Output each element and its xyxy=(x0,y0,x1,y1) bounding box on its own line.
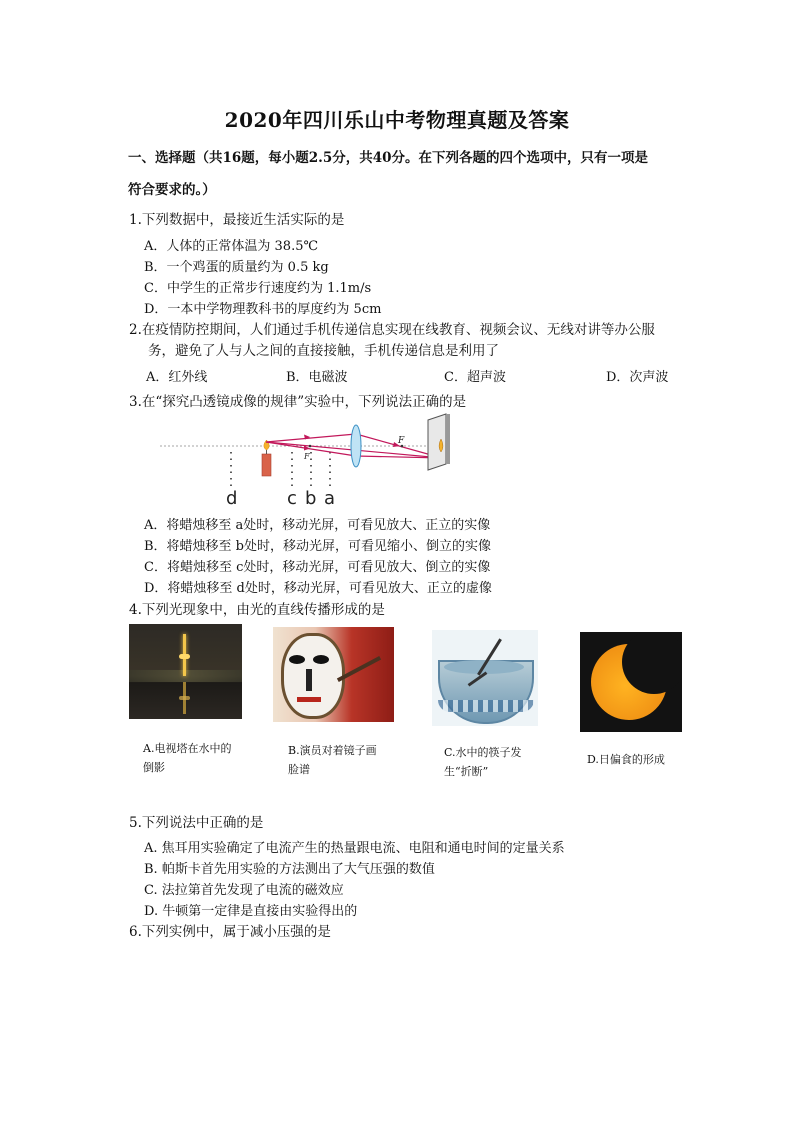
focal-label-right: F xyxy=(398,436,405,446)
q2-stem-line2: 务，避免了人与人之间的直接接触，手机传递信息是利用了 xyxy=(148,343,499,359)
q3-option-b: B．将蜡烛移至 b处时，移动光屏，可看见缩小、倒立的实像 xyxy=(144,539,492,554)
tv-tower-reflection-image xyxy=(129,624,242,719)
point-label-c: c xyxy=(287,488,297,509)
q5-option-b: B. 帕斯卡首先用实验的方法测出了大气压强的数值 xyxy=(144,862,435,877)
section-heading-line1: 一、选择题（共16题，每小题2.5分，共40分。在下列各题的四个选项中，只有一项是 xyxy=(128,150,649,166)
q3-option-c: C．将蜡烛移至 c处时，移动光屏，可看见放大、倒立的实像 xyxy=(144,560,491,575)
light-screen-edge xyxy=(446,414,450,464)
partial-solar-eclipse-image xyxy=(580,632,682,732)
q4-caption-d: D.日偏食的形成 xyxy=(587,753,665,766)
light-screen xyxy=(428,414,446,470)
q5-stem: 5.下列说法中正确的是 xyxy=(129,815,264,831)
q3-stem: 3.在“探究凸透镜成像的规律”实验中，下列说法正确的是 xyxy=(129,394,467,410)
q1-stem: 1.下列数据中，最接近生活实际的是 xyxy=(129,212,345,228)
point-label-d: d xyxy=(226,488,238,509)
lens-experiment-diagram xyxy=(160,412,470,512)
q1-option-b: B．一个鸡蛋的质量约为 0.5 kg xyxy=(144,260,329,275)
candle xyxy=(262,454,271,476)
q4-caption-a: A.电视塔在水中的倒影 xyxy=(143,742,232,774)
q5-option-a: A. 焦耳用实验确定了电流产生的热量跟电流、电阻和通电时间的定量关系 xyxy=(144,841,565,856)
convex-lens xyxy=(351,425,361,467)
q2-option-c: C．超声波 xyxy=(444,370,506,385)
focal-label-left: F xyxy=(304,452,310,461)
page-title: 2020年四川乐山中考物理真题及答案 xyxy=(224,108,570,132)
q2-stem-line1: 2.在疫情防控期间，人们通过手机传递信息实现在线教育、视频会议、无线对讲等办公服 xyxy=(129,322,655,338)
focal-point-left xyxy=(309,445,312,448)
actor-painting-face-image xyxy=(273,627,394,722)
chopstick-in-water-image xyxy=(432,630,538,726)
point-label-a: a xyxy=(324,488,336,509)
q4-caption-b: B.演员对着镜子画脸谱 xyxy=(288,744,377,776)
q5-option-c: C. 法拉第首先发现了电流的磁效应 xyxy=(144,883,344,898)
q6-stem: 6.下列实例中，属于减小压强的是 xyxy=(129,924,331,940)
q1-option-d: D．一本中学物理教科书的厚度约为 5cm xyxy=(144,302,382,317)
q2-option-a: A．红外线 xyxy=(146,370,208,385)
q3-option-a: A．将蜡烛移至 a处时，移动光屏，可看见放大、正立的实像 xyxy=(144,518,491,533)
q3-option-d: D．将蜡烛移至 d处时，移动光屏，可看见放大、正立的虚像 xyxy=(144,581,492,596)
q2-option-b: B．电磁波 xyxy=(286,370,348,385)
q4-caption-c: C.水中的筷子发生“折断” xyxy=(444,746,522,778)
point-label-b: b xyxy=(305,488,317,509)
ray-1 xyxy=(266,434,356,442)
q1-option-a: A．人体的正常体温为 38.5℃ xyxy=(144,239,319,254)
q5-option-d: D. 牛顿第一定律是直接由实验得出的 xyxy=(144,904,358,919)
q4-stem: 4.下列光现象中，由光的直线传播形成的是 xyxy=(129,602,385,618)
section-heading-line2: 符合要求的。） xyxy=(128,182,216,198)
q2-option-d: D．次声波 xyxy=(606,370,669,385)
q1-option-c: C．中学生的正常步行速度约为 1.1m/s xyxy=(144,281,372,296)
